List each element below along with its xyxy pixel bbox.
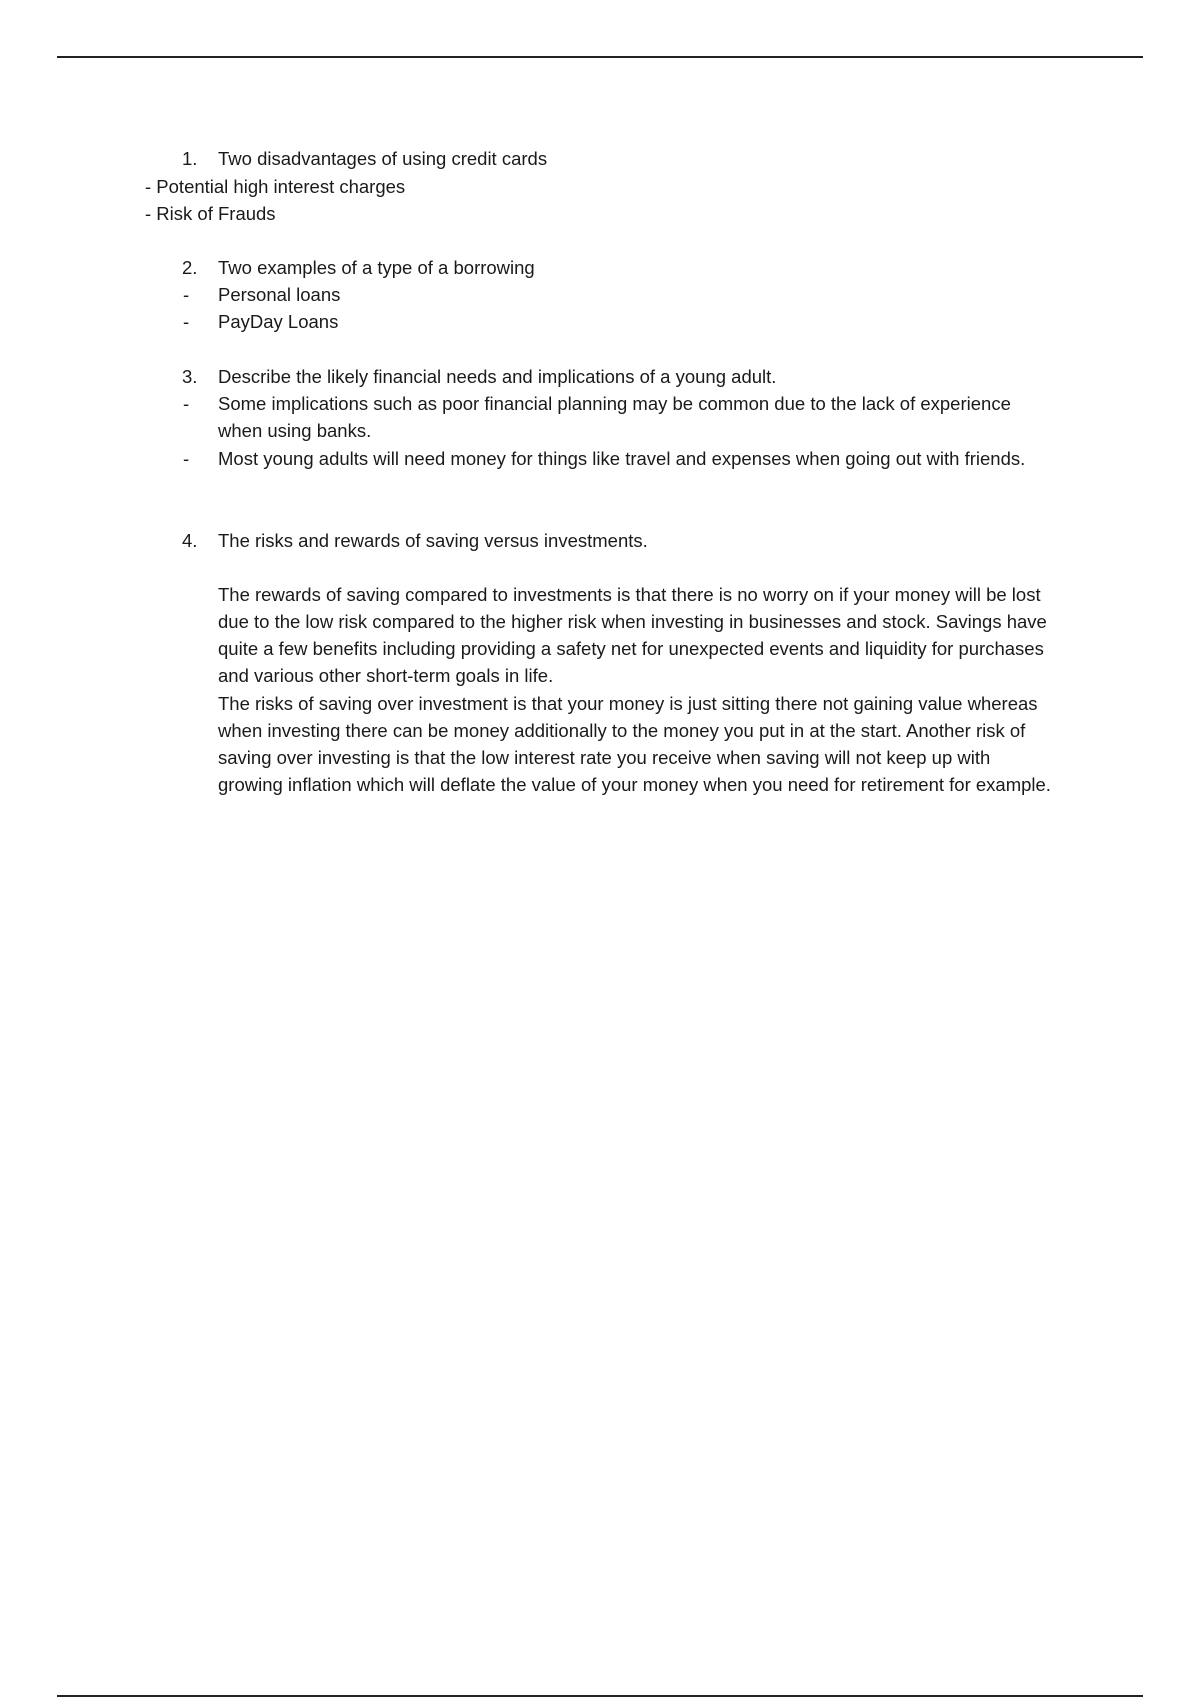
bullet-dash: -: [183, 393, 190, 414]
question-3-number: 3.: [182, 366, 198, 387]
question-3-title: Describe the likely financial needs and implications of a young adult.: [218, 366, 777, 387]
question-2-title: Two examples of a type of a borrowing: [218, 257, 535, 278]
bullet-dash: -: [183, 311, 190, 332]
header-rule: [57, 56, 1143, 58]
bullet-dash: -: [183, 284, 190, 305]
question-3-point: Most young adults will need money for things like travel and expenses when going out with friends.: [218, 448, 1026, 469]
question-2-point: PayDay Loans: [218, 311, 339, 332]
question-1-point: - Potential high interest charges: [145, 176, 406, 197]
question-1-number: 1.: [182, 148, 198, 169]
question-1-title: Two disadvantages of using credit cards: [218, 148, 548, 169]
question-4-number: 4.: [182, 530, 198, 551]
question-2-number: 2.: [182, 257, 198, 278]
question-4-paragraph: The rewards of saving compared to investments is that there is no worry on if your money will be lost due to the low risk compared to the higher risk when investing in businesses and stock. Savings have quite a few benefits including providing a safety net for unexpected events and liquidity for purchases and various other short-term goals in life.: [218, 584, 1047, 686]
question-1-point: - Risk of Frauds: [145, 203, 276, 224]
question-4-title: The risks and rewards of saving versus investments.: [218, 530, 648, 551]
question-3-point: Some implications such as poor financial planning may be common due to the lack of experience when using banks.: [218, 393, 1011, 441]
footer-rule: [57, 1695, 1143, 1697]
question-4-paragraph: The risks of saving over investment is that your money is just sitting there not gaining value whereas when investing there can be money additionally to the money you put in at the start. Another risk of saving over investing is that the low interest rate you receive when saving will not keep up with growing inflation which will deflate the value of your money when you need for retirement for example.: [218, 693, 1051, 795]
bullet-dash: -: [183, 448, 190, 469]
question-2-point: Personal loans: [218, 284, 341, 305]
